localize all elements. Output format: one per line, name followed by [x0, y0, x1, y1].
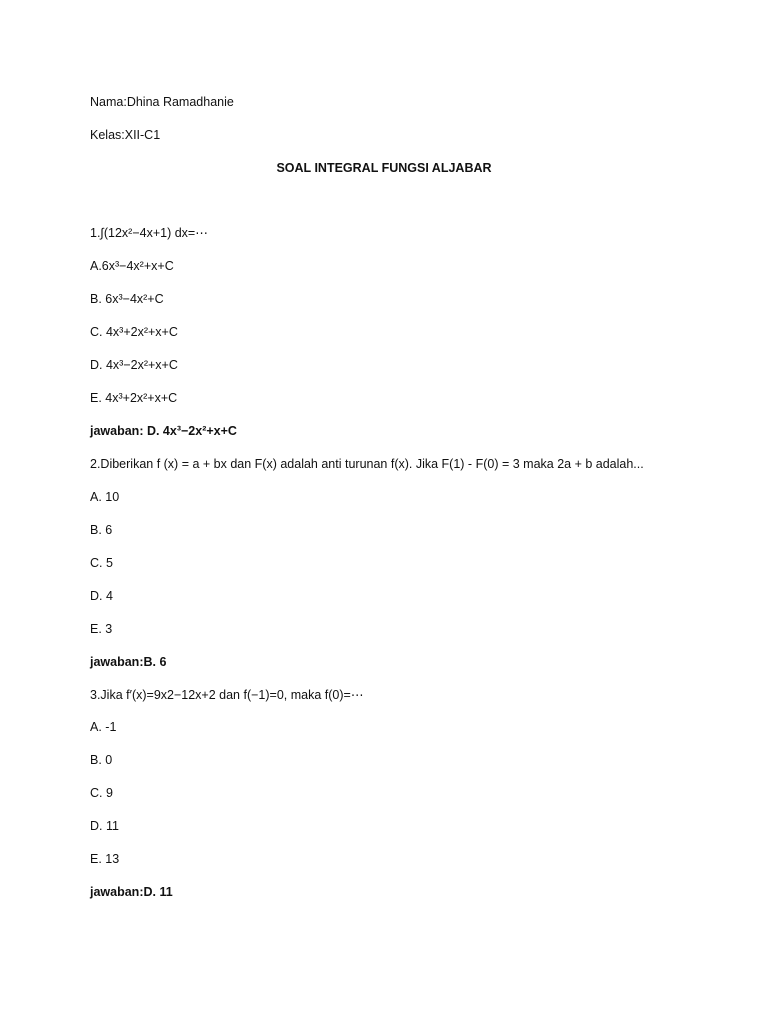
question-2-text: 2.Diberikan f (x) = a + bx dan F(x) adalah anti turunan f(x). Jika F(1) - F(0) = 3 maka 2a + b adalah... [90, 457, 644, 471]
question-3-option-c: C. 9 [90, 786, 113, 800]
student-class: Kelas:XII-C1 [90, 128, 161, 142]
document-title: SOAL INTEGRAL FUNGSI ALJABAR [276, 161, 492, 175]
question-1-option-b: B. 6x³−4x²+C [90, 292, 164, 306]
question-2-option-a: A. 10 [90, 490, 120, 504]
question-1-answer: jawaban: D. 4x³−2x²+x+C [90, 424, 237, 438]
question-1-text: 1.∫(12x²−4x+1) dx=⋯ [90, 226, 208, 240]
question-3-option-b: B. 0 [90, 753, 113, 767]
question-2-answer: jawaban:B. 6 [90, 655, 167, 669]
question-2-option-d: D. 4 [90, 589, 113, 603]
question-3-option-d: D. 11 [90, 819, 119, 833]
question-1-option-d: D. 4x³−2x²+x+C [90, 358, 178, 372]
question-2-option-e: E. 3 [90, 622, 113, 636]
question-2-option-b: B. 6 [90, 523, 113, 537]
question-3-option-e: E. 13 [90, 852, 120, 866]
question-3-answer: jawaban:D. 11 [90, 885, 173, 899]
student-name: Nama:Dhina Ramadhanie [90, 95, 234, 109]
question-1-option-e: E. 4x³+2x²+x+C [90, 391, 178, 405]
question-3-text: 3.Jika f′(x)=9x2−12x+2 dan f(−1)=0, maka f(0)=⋯ [90, 688, 364, 702]
question-1-option-a: A.6x³−4x²+x+C [90, 259, 174, 273]
question-2-option-c: C. 5 [90, 556, 113, 570]
question-3-option-a: A. -1 [90, 720, 117, 734]
question-1-option-c: C. 4x³+2x²+x+C [90, 325, 178, 339]
